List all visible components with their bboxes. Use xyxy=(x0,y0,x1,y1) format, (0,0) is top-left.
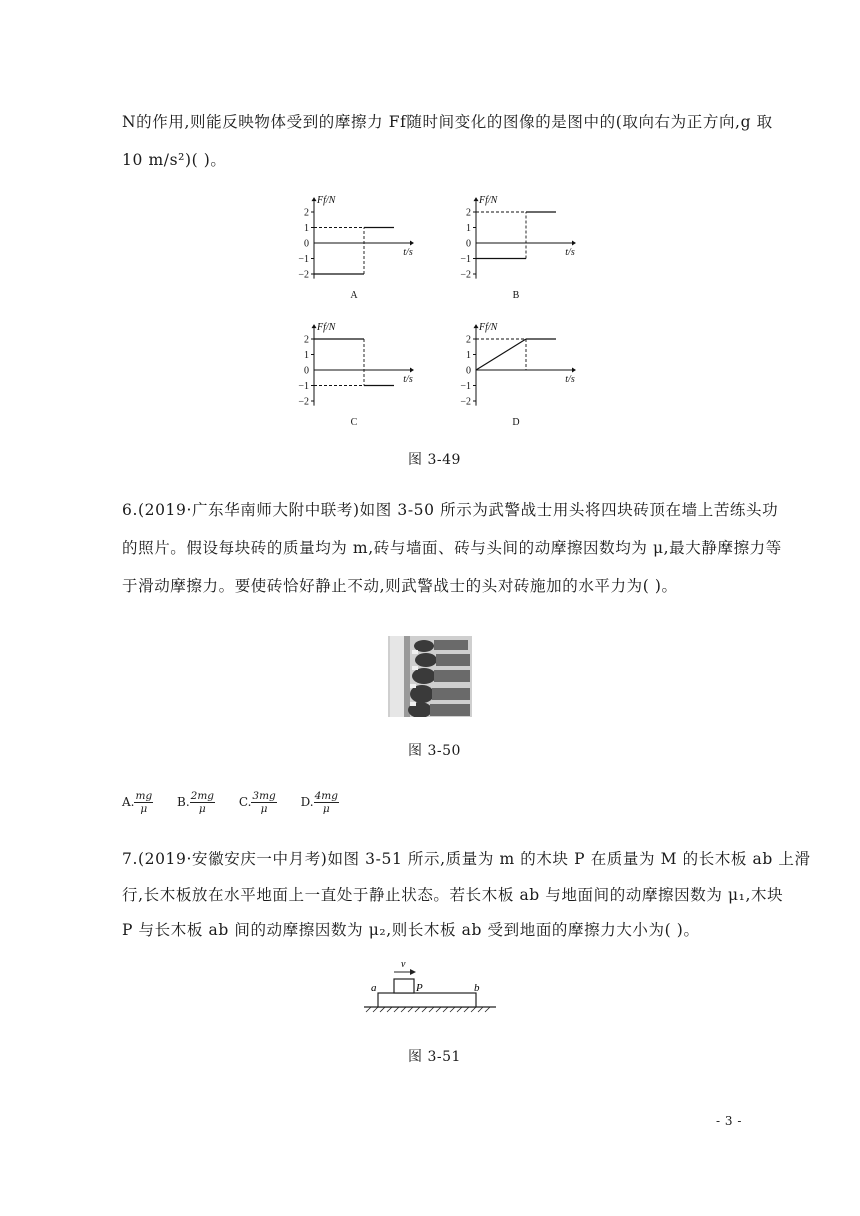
board-label-b: b xyxy=(474,982,480,994)
option-d-numerator: 4mg xyxy=(314,790,338,802)
option-b[interactable] xyxy=(177,790,215,815)
graph-a-tick-label-0: 2 xyxy=(304,207,309,219)
graph-b-svg xyxy=(440,185,580,305)
graph-a-xlabel: t/s xyxy=(403,247,413,258)
option-d[interactable] xyxy=(301,790,339,815)
velocity-label: v xyxy=(401,959,406,970)
graph-a-svg xyxy=(278,185,418,305)
option-d-denominator: μ xyxy=(322,803,330,816)
q7-line-1: 7.(2019·安徽安庆一中月考)如图 3-51 所示,质量为 m 的木块 P 在质量为 M 的长木板 ab 上滑 xyxy=(122,850,811,868)
graph-a-ylabel: Ff/N xyxy=(317,195,336,207)
graph-d-x-arrow xyxy=(572,368,576,373)
long-board xyxy=(378,993,476,1007)
graph-d-tick-label-4: −2 xyxy=(460,396,471,408)
graph-c xyxy=(278,312,418,432)
page-number: - 3 - xyxy=(716,1114,742,1128)
option-c[interactable] xyxy=(239,790,277,815)
graph-d-tick-label-0: 2 xyxy=(466,334,471,346)
graph-b-x-arrow xyxy=(572,241,576,246)
graph-c-tick-label-3: −1 xyxy=(298,381,309,392)
figure-caption-51: 图 3-51 xyxy=(408,1049,461,1065)
graph-c-panel-label: C xyxy=(350,417,358,428)
graph-d xyxy=(440,312,580,432)
option-b-numerator: 2mg xyxy=(190,790,214,802)
graph-b-panel-label: B xyxy=(512,290,520,301)
graph-a-panel-label: A xyxy=(350,290,358,301)
q7-line-3: P 与长木板 ab 间的动摩擦因数为 μ₂,则长木板 ab 受到地面的摩擦力大小为( )。 xyxy=(122,921,700,939)
option-a-label: A. xyxy=(122,795,135,810)
graph-c-tick-label-4: −2 xyxy=(298,396,309,408)
q5-line-2: 10 m/s²)( )。 xyxy=(122,151,227,169)
graph-c-xlabel: t/s xyxy=(403,374,413,385)
graph-b xyxy=(440,185,580,305)
graph-a-tick-label-2: 0 xyxy=(304,238,309,250)
graph-d-tick-label-3: −1 xyxy=(460,381,471,392)
graph-b-tick-label-1: 1 xyxy=(466,223,471,234)
graph-b-tick-label-0: 2 xyxy=(466,207,471,219)
option-b-denominator: μ xyxy=(198,803,206,816)
board-diagram xyxy=(360,955,500,1015)
option-d-label: D. xyxy=(300,795,314,810)
figure-caption-50: 图 3-50 xyxy=(408,743,461,759)
graph-d-ramp xyxy=(476,339,526,370)
option-a-denominator: μ xyxy=(140,803,148,816)
graph-c-tick-label-2: 0 xyxy=(304,365,309,377)
q6-options xyxy=(122,790,359,815)
option-c-numerator: 3mg xyxy=(252,790,276,802)
graph-a-tick-label-1: 1 xyxy=(304,223,309,234)
option-c-denominator: μ xyxy=(260,803,268,816)
graph-d-svg xyxy=(440,312,580,432)
q7-line-2: 行,长木板放在水平地面上一直处于静止状态。若长木板 ab 与地面间的动摩擦因数为 μ₁,木块 xyxy=(122,886,784,904)
option-b-label: B. xyxy=(177,795,190,810)
soldier-photo xyxy=(388,636,472,717)
board-label-a: a xyxy=(371,982,377,994)
block-label-p: P xyxy=(416,982,423,994)
graph-d-xlabel: t/s xyxy=(565,374,575,385)
board-diagram-svg xyxy=(360,955,500,1015)
graph-b-y-arrow xyxy=(474,197,479,201)
graph-a xyxy=(278,185,418,305)
graph-b-xlabel: t/s xyxy=(565,247,575,258)
graph-d-y-arrow xyxy=(474,324,479,328)
option-a[interactable] xyxy=(122,790,153,815)
graph-d-tick-label-1: 1 xyxy=(466,350,471,361)
graph-c-x-arrow xyxy=(410,368,414,373)
block-p xyxy=(394,979,414,993)
graph-c-y-arrow xyxy=(312,324,317,328)
graph-d-tick-label-2: 0 xyxy=(466,365,471,377)
graph-c-tick-label-1: 1 xyxy=(304,350,309,361)
q5-line-1: N的作用,则能反映物体受到的摩擦力 Ff随时间变化的图像的是图中的(取向右为正方向,g 取 xyxy=(122,113,773,131)
graph-d-ylabel: Ff/N xyxy=(479,322,498,334)
graph-d-panel-label: D xyxy=(512,417,520,428)
q6-line-3: 于滑动摩擦力。要使砖恰好静止不动,则武警战士的头对砖施加的水平力为( )。 xyxy=(122,577,678,595)
graph-b-tick-label-2: 0 xyxy=(466,238,471,250)
option-a-numerator: mg xyxy=(135,790,153,802)
velocity-arrowhead xyxy=(410,969,416,975)
graph-a-x-arrow xyxy=(410,241,414,246)
graph-a-tick-label-3: −1 xyxy=(298,254,309,265)
graph-b-tick-label-3: −1 xyxy=(460,254,471,265)
graph-c-ylabel: Ff/N xyxy=(317,322,336,334)
graph-a-tick-label-4: −2 xyxy=(298,269,309,281)
q6-line-2: 的照片。假设每块砖的质量均为 m,砖与墙面、砖与头间的动摩擦因数均为 μ,最大静摩擦力等 xyxy=(122,539,782,557)
q6-line-1: 6.(2019·广东华南师大附中联考)如图 3-50 所示为武警战士用头将四块砖顶在墙上苦练头功 xyxy=(122,501,779,519)
ground-hatching xyxy=(366,1007,490,1012)
graph-b-ylabel: Ff/N xyxy=(479,195,498,207)
figure-caption-49: 图 3-49 xyxy=(408,452,461,468)
graph-c-tick-label-0: 2 xyxy=(304,334,309,346)
graph-a-y-arrow xyxy=(312,197,317,201)
graph-c-svg xyxy=(278,312,418,432)
option-c-label: C. xyxy=(238,795,252,810)
graph-b-tick-label-4: −2 xyxy=(460,269,471,281)
